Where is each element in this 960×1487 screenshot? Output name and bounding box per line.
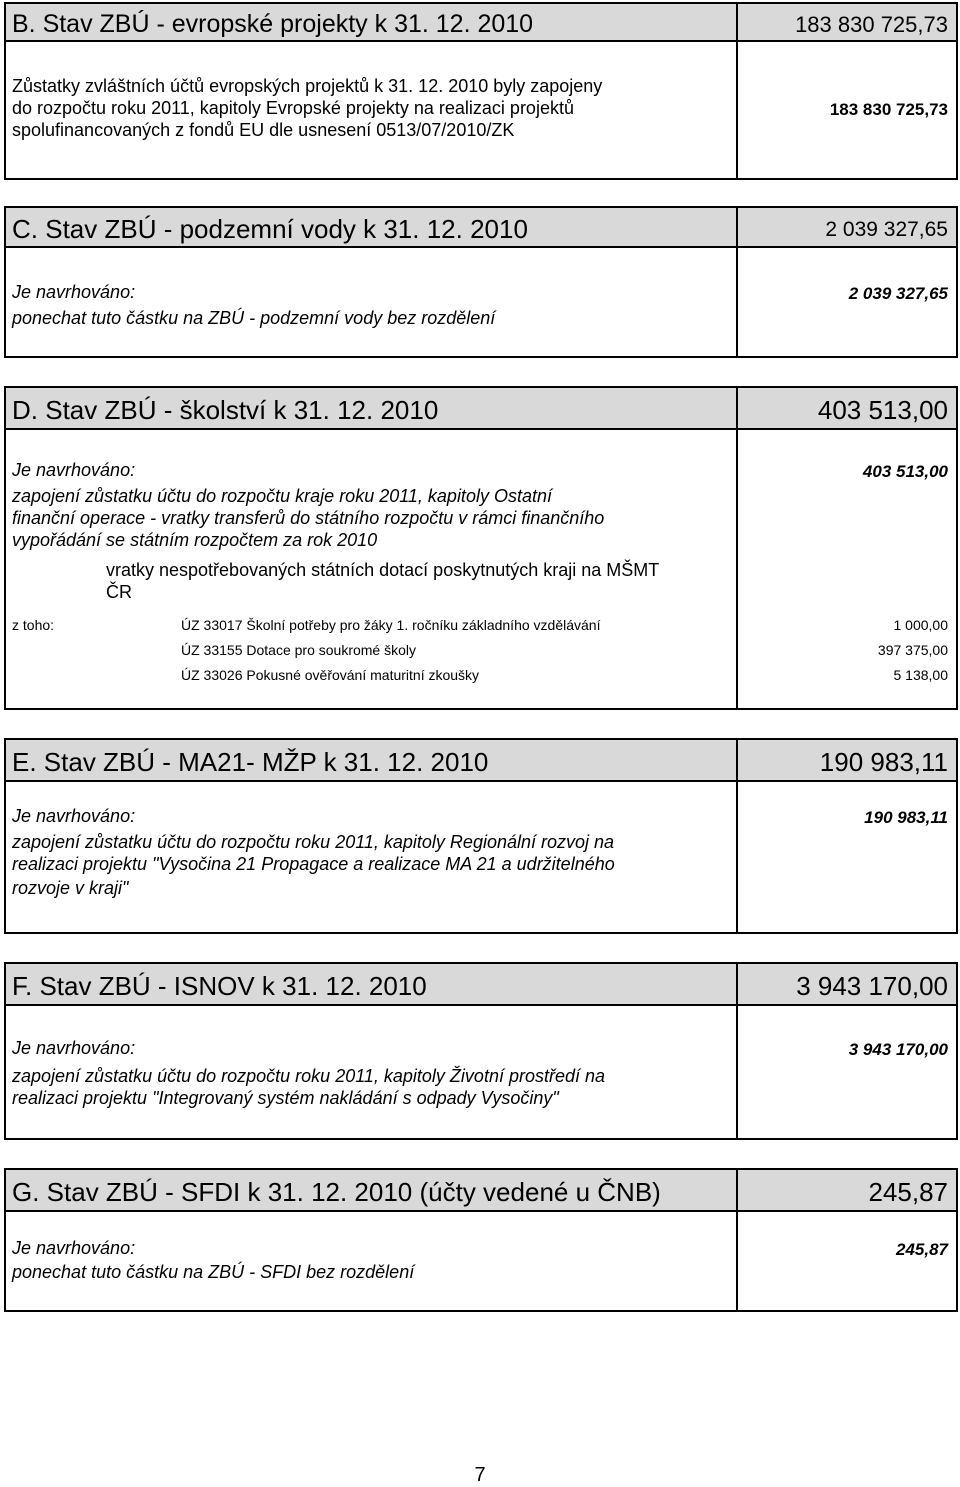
section-g-detail-amount: 245,87: [896, 1240, 948, 1259]
column-divider: [736, 1212, 738, 1310]
column-divider: [736, 964, 738, 1004]
item-label: ÚZ 33026 Pokusné ověřování maturitní zkoušky: [181, 667, 480, 683]
section-d-sub-line-1: vratky nespotřebovaných státních dotací poskytnutých kraji na MŠMT: [106, 560, 660, 580]
section-d-amount: 403 513,00: [817, 395, 948, 425]
section-g-amount: 245,87: [868, 1177, 948, 1207]
section-f-title: F. Stav ZBÚ - ISNOV k 31. 12. 2010: [12, 971, 427, 1001]
page-number: 7: [474, 1464, 486, 1486]
column-divider: [736, 4, 738, 40]
proposal-label: Je navrhováno:: [12, 1038, 136, 1058]
section-d-title: D. Stav ZBÚ - školství k 31. 12. 2010: [12, 395, 439, 425]
section-c-title: C. Stav ZBÚ - podzemní vody k 31. 12. 2010: [12, 214, 528, 244]
of-which-label: z toho:: [12, 617, 55, 633]
column-divider: [736, 42, 738, 178]
section-f-text-line-1: zapojení zůstatku účtu do rozpočtu roku 2011, kapitoly Životní prostředí na: [12, 1066, 606, 1086]
section-c-text-line-1: ponechat tuto částku na ZBÚ - podzemní vody bez rozdělení: [12, 308, 496, 328]
section-c-body: [4, 248, 958, 358]
section-d-text-line-1: zapojení zůstatku účtu do rozpočtu kraje roku 2011, kapitoly Ostatní: [12, 486, 552, 506]
item-value: 5 138,00: [893, 667, 948, 683]
section-d-detail-amount: 403 513,00: [862, 462, 948, 481]
proposal-label: Je navrhováno:: [12, 806, 136, 826]
section-b-text-line-3: spolufinancovaných z fondů EU dle usnesení 0513/07/2010/ZK: [12, 120, 515, 140]
section-d-text-line-2: finanční operace - vratky transferů do státního rozpočtu v rámci finančního: [12, 508, 605, 528]
section-b-detail-amount: 183 830 725,73: [829, 100, 948, 119]
section-b-body: [4, 42, 958, 180]
section-g-body: [4, 1212, 958, 1312]
section-b-header: [4, 2, 958, 42]
column-divider: [736, 208, 738, 246]
section-c-header: [4, 206, 958, 248]
section-g-text-line-1: ponechat tuto částku na ZBÚ - SFDI bez rozdělení: [12, 1262, 415, 1282]
item-value: 397 375,00: [877, 642, 948, 658]
section-b-title: B. Stav ZBÚ - evropské projekty k 31. 12. 2010: [12, 10, 534, 38]
section-d-body: [4, 430, 958, 710]
section-e-header: [4, 738, 958, 782]
section-e-text-line-2: realizaci projektu "Vysočina 21 Propagace a realizace MA 21 a udržitelného: [12, 854, 615, 874]
proposal-label: Je navrhováno:: [12, 460, 136, 480]
section-d-sub-line-2: ČR: [106, 582, 132, 602]
section-e-text-line-1: zapojení zůstatku účtu do rozpočtu roku 2011, kapitoly Regionální rozvoj na: [12, 832, 615, 852]
section-c-amount: 2 039 327,65: [825, 218, 948, 241]
column-divider: [736, 388, 738, 428]
section-b-text-line-2: do rozpočtu roku 2011, kapitoly Evropské projekty na realizaci projektů: [12, 98, 574, 118]
section-b-amount: 183 830 725,73: [795, 12, 948, 37]
section-e-body: [4, 782, 958, 934]
section-e-title: E. Stav ZBÚ - MA21- MŽP k 31. 12. 2010: [12, 747, 489, 777]
proposal-label: Je navrhováno:: [12, 1238, 136, 1258]
section-f-text-line-2: realizaci projektu "Integrovaný systém nakládání s odpady Vysočiny": [12, 1088, 559, 1108]
column-divider: [736, 1006, 738, 1138]
section-d-header: [4, 386, 958, 430]
section-d-text-line-3: vypořádání se státním rozpočtem za rok 2010: [12, 530, 378, 550]
section-e-detail-amount: 190 983,11: [864, 808, 948, 827]
column-divider: [736, 430, 738, 708]
column-divider: [736, 248, 738, 356]
column-divider: [736, 782, 738, 932]
column-divider: [736, 740, 738, 780]
section-g-title: G. Stav ZBÚ - SFDI k 31. 12. 2010 (účty vedené u ČNB): [12, 1177, 661, 1207]
column-divider: [736, 1170, 738, 1210]
section-g-header: [4, 1168, 958, 1212]
item-label: ÚZ 33017 Školní potřeby pro žáky 1. ročníku základního vzdělávání: [181, 617, 601, 633]
section-c-detail-amount: 2 039 327,65: [848, 284, 948, 303]
section-f-header: [4, 962, 958, 1006]
item-value: 1 000,00: [893, 617, 948, 633]
section-f-body: [4, 1006, 958, 1140]
section-f-amount: 3 943 170,00: [796, 971, 948, 1001]
section-e-amount: 190 983,11: [819, 747, 948, 777]
section-e-text-line-3: rozvoje v kraji": [12, 878, 129, 898]
proposal-label: Je navrhováno:: [12, 282, 136, 302]
item-label: ÚZ 33155 Dotace pro soukromé školy: [181, 642, 416, 658]
section-f-detail-amount: 3 943 170,00: [848, 1040, 948, 1059]
section-b-text-line-1: Zůstatky zvláštních účtů evropských projektů k 31. 12. 2010 byly zapojeny: [12, 76, 603, 96]
